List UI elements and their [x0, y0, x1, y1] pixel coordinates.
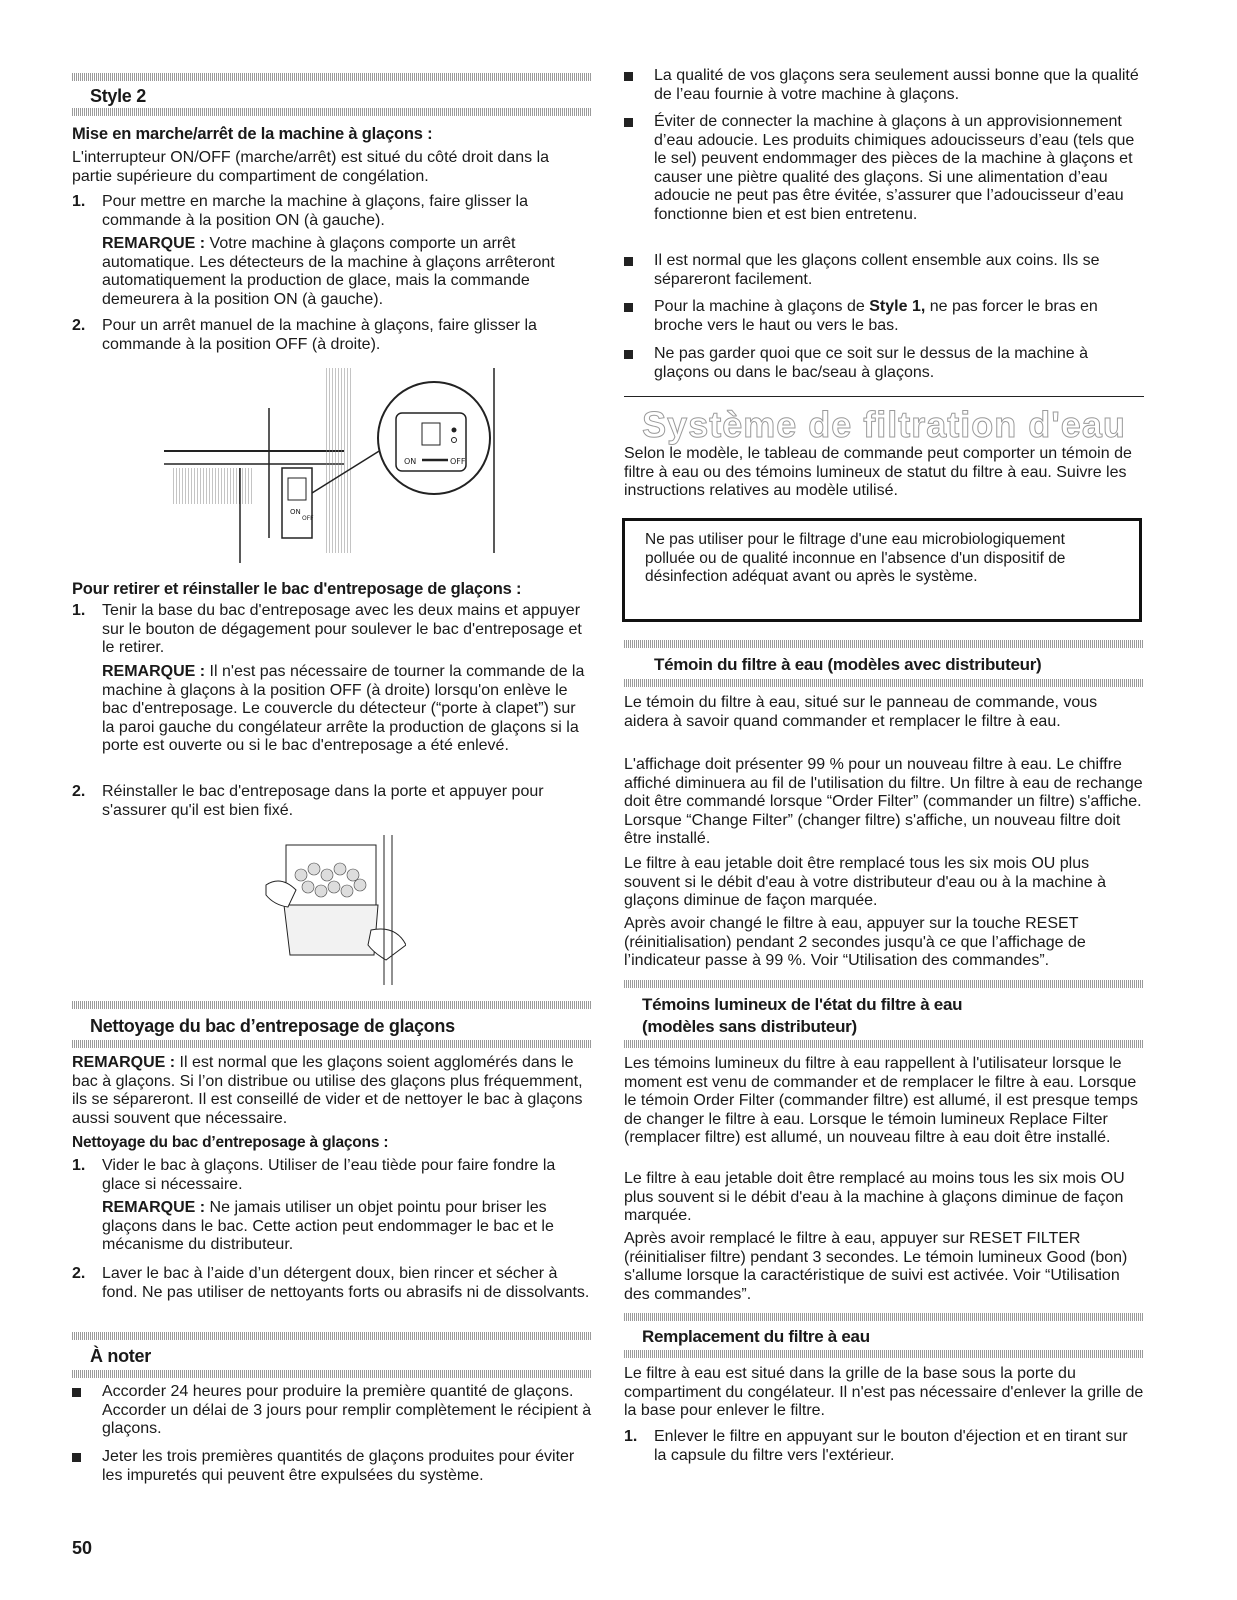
onoff-intro: L'interrupteur ON/OFF (marche/arrêt) est situé du côté droit dans la partie supérieure du compartiment de congélation. [72, 149, 550, 185]
bullet-icon [624, 350, 633, 359]
notes-bullet-1: Accorder 24 heures pour produire la première quantité de glaçons. Accorder un délai de 3 jours pour remplir complètement le récipient à glaçons. [72, 1383, 592, 1443]
indicator-heading: Témoin du filtre à eau (modèles avec distributeur) [654, 655, 1042, 674]
lights-para-2: Le filtre à eau jetable doit être remplacé au moins tous les six mois OU plus souvent si le débit d'eau à la machine à glaçons diminue de façon marquée. [624, 1170, 1125, 1224]
bullet-icon [72, 1388, 81, 1397]
onoff-step-2: 2. Pour un arrêt manuel de la machine à glaçons, faire glisser la commande à la position OFF (à droite). [72, 317, 537, 353]
tips-bullet-5: Ne pas garder quoi que ce soit sur le dessus de la machine à glaçons ou dans le bac/seau à glaçons. [624, 345, 1144, 385]
warning-text: Ne pas utiliser pour le filtrage d'une eau microbiologiquement polluée ou de qualité inconnue en l'absence d'un dispositif de désinfection adéquat avant ou après le système. [645, 531, 1066, 585]
hatch-rule [72, 108, 592, 116]
lights-para-3: Après avoir remplacé le filtre à eau, appuyer sur RESET FILTER (réinitialiser filtre) pendant 3 secondes. Le témoin lumineux Good (bon) s'allume lorsque la caractéristique de suivi est activée. Voir “Utilisation des commandes”. [624, 1230, 1128, 1303]
hatch-rule [624, 980, 1144, 988]
lights-heading: Témoins lumineux de l'état du filtre à eau (modèles sans distributeur) [642, 995, 963, 1036]
tips-bullet-3: Il est normal que les glaçons collent ensemble aux coins. Ils se sépareront facilement. [624, 252, 1144, 292]
bullet-icon [624, 257, 633, 266]
hatch-rule [624, 1350, 1144, 1358]
clean-heading: Nettoyage du bac d’entreposage de glaçons [90, 1016, 455, 1036]
replace-heading: Remplacement du filtre à eau [642, 1327, 870, 1346]
onoff-note: REMARQUE : Votre machine à glaçons comporte un arrêt automatique. Les détecteurs de la machine à glaçons arrêteront automatiquement la production de glace, mais la commande demeurera à la position ON (à gauche). [102, 235, 555, 308]
clean-note: REMARQUE : Il est normal que les glaçons soient agglomérés dans le bac à glaçons. Si l’on distribue ou utilise des glaçons plus fréquemment, ils se sépareront. Il est conseillé de vider et de nettoyer le bac à glaçons aussi souvent que nécessaire. [72, 1054, 583, 1127]
replace-intro: Le filtre à eau est situé dans la grille de la base sous la porte du compartiment du congélateur. Il n'est pas nécessaire d'enlever la grille de la base pour enlever le filtre. [624, 1365, 1144, 1419]
lights-para-1: Les témoins lumineux du filtre à eau rappellent à l'utilisateur lorsque le moment est venu de commander et de remplacer le filtre à eau. Lorsque le témoin Order Filter (commander filtre) est allumé, il est presque temps de changer le filtre à eau. Lorsque le témoin lumineux Replace Filter (remplacer filtre) est allumé, un nouveau filtre à eau doit être installé. [624, 1055, 1138, 1146]
bullet-icon [624, 72, 633, 81]
hatch-rule [72, 1370, 592, 1378]
indicator-para-4: Après avoir changé le filtre à eau, appuyer sur la touche RESET (réinitialisation) pendant 2 secondes jusqu'à ce que l’affichage de l’indicateur passe à 99 %. Voir “Utilisation des commandes”. [624, 915, 1086, 969]
bin-step-1: 1. Tenir la base du bac d'entreposage avec les deux mains et appuyer sur le bouton de dégagement pour soulever le bac d'entreposage et le retirer. [72, 602, 582, 656]
ice-bin-removal-illustration [256, 835, 406, 985]
indicator-para-2: L'affichage doit présenter 99 % pour un nouveau filtre à eau. Le chiffre affiché diminuera au fil de l'utilisation du filtre. Un filtre à eau de rechange doit être commandé lorsque “Order Filter” (commander un filtre) s'affiche. Lorsque “Change Filter” (changer filtre) s'affiche, un nouveau filtre doit être installé. [624, 756, 1143, 847]
hatch-rule [72, 1332, 592, 1340]
notes-bullet-2: Jeter les trois premières quantités de glaçons produites pour éviter les impuretés qui peuvent être expulsées du système. [72, 1448, 592, 1488]
hatch-rule [72, 73, 592, 81]
filtration-intro: Selon le modèle, le tableau de commande peut comporter un témoin de filtre à eau ou des témoins lumineux de statut du filtre à eau. Suivre les instructions relatives au modèle utilisé. [624, 445, 1132, 499]
ice-maker-switch-illustration [164, 368, 504, 568]
divider [624, 396, 1144, 397]
notes-heading: À noter [90, 1346, 151, 1366]
filtration-title: Système de filtration d'eau [642, 404, 1126, 445]
svg-text:ON: ON [290, 508, 301, 516]
hatch-rule [624, 1313, 1144, 1321]
bullet-icon [624, 303, 633, 312]
onoff-heading: Mise en marche/arrêt de la machine à glaçons : [72, 125, 433, 143]
svg-text:OFF: OFF [450, 457, 466, 466]
svg-text:OFF: OFF [302, 515, 314, 522]
bullet-icon [72, 1453, 81, 1462]
clean-step-2: 2. Laver le bac à l’aide d’un détergent doux, bien rincer et sécher à fond. Ne pas utiliser de nettoyants forts ou abrasifs ni de dissolvants. [72, 1265, 590, 1301]
hatch-rule [624, 640, 1144, 648]
hatch-rule [624, 1040, 1144, 1048]
tips-bullet-2: Éviter de connecter la machine à glaçons à un approvisionnement d’eau adoucie. Les produits chimiques adoucisseurs d’eau (tels que le sel) peuvent endommager des pièces de la machine à glaçons et causer une piètre qualité des glaçons. Si une alimentation d’eau adoucie ne peut pas être évitée, s’assurer que l’adoucisseur d’eau fonctionne bien et est bien entretenu. [624, 113, 1144, 243]
bullet-icon [624, 118, 633, 127]
clean-step-1: 1. Vider le bac à glaçons. Utiliser de l’eau tiède pour faire fondre la glace si nécessaire. [72, 1157, 556, 1193]
onoff-step-1: 1. Pour mettre en marche la machine à glaçons, faire glisser la commande à la position ON (à gauche). [72, 193, 528, 229]
warning-box [622, 518, 1142, 622]
tips-bullet-4: Pour la machine à glaçons de Style 1, ne pas forcer le bras en broche vers le haut ou vers le bas. [624, 298, 1144, 338]
tips-bullet-1: La qualité de vos glaçons sera seulement aussi bonne que la qualité de l’eau fournie à votre machine à glaçons. [624, 67, 1144, 107]
clean-subheading: Nettoyage du bac d’entreposage à glaçons : [72, 1134, 389, 1151]
svg-text:ON: ON [404, 457, 417, 466]
bin-note: REMARQUE : Il n'est pas nécessaire de tourner la commande de la machine à glaçons à la position OFF (à droite) lorsqu'on enlève le bac d'entreposage. Le couvercle du détecteur (“porte à clapet”) sur la paroi gauche du congélateur arrête la production de glaçons si la porte est ouverte ou si le bac d'entreposage a été enlevé. [102, 663, 585, 754]
indicator-para-3: Le filtre à eau jetable doit être remplacé tous les six mois OU plus souvent si le débit d'eau à votre distributeur d'eau ou à la machine à glaçons diminue de façon marquée. [624, 855, 1106, 909]
style2-heading: Style 2 [90, 86, 146, 106]
page-number: 50 [72, 1538, 93, 1558]
clean-step-1-note: REMARQUE : Ne jamais utiliser un objet pointu pour briser les glaçons dans le bac. Cette action peut endommager le bac et le mécanisme du distributeur. [102, 1199, 554, 1253]
bin-step-2: 2. Réinstaller le bac d'entreposage dans la porte et appuyer pour s'assurer qu'il est bien fixé. [72, 783, 544, 819]
indicator-para-1: Le témoin du filtre à eau, situé sur le panneau de commande, vous aidera à savoir quand commander et remplacer le filtre à eau. [624, 694, 1098, 730]
hatch-rule [72, 1001, 592, 1009]
hatch-rule [624, 679, 1144, 687]
replace-step-1: 1. Enlever le filtre en appuyant sur le bouton d'éjection et en tirant sur la capsule du filtre vers l'extérieur. [624, 1428, 1128, 1464]
hatch-rule [72, 1040, 592, 1048]
bin-heading: Pour retirer et réinstaller le bac d'entreposage de glaçons : [72, 580, 522, 598]
